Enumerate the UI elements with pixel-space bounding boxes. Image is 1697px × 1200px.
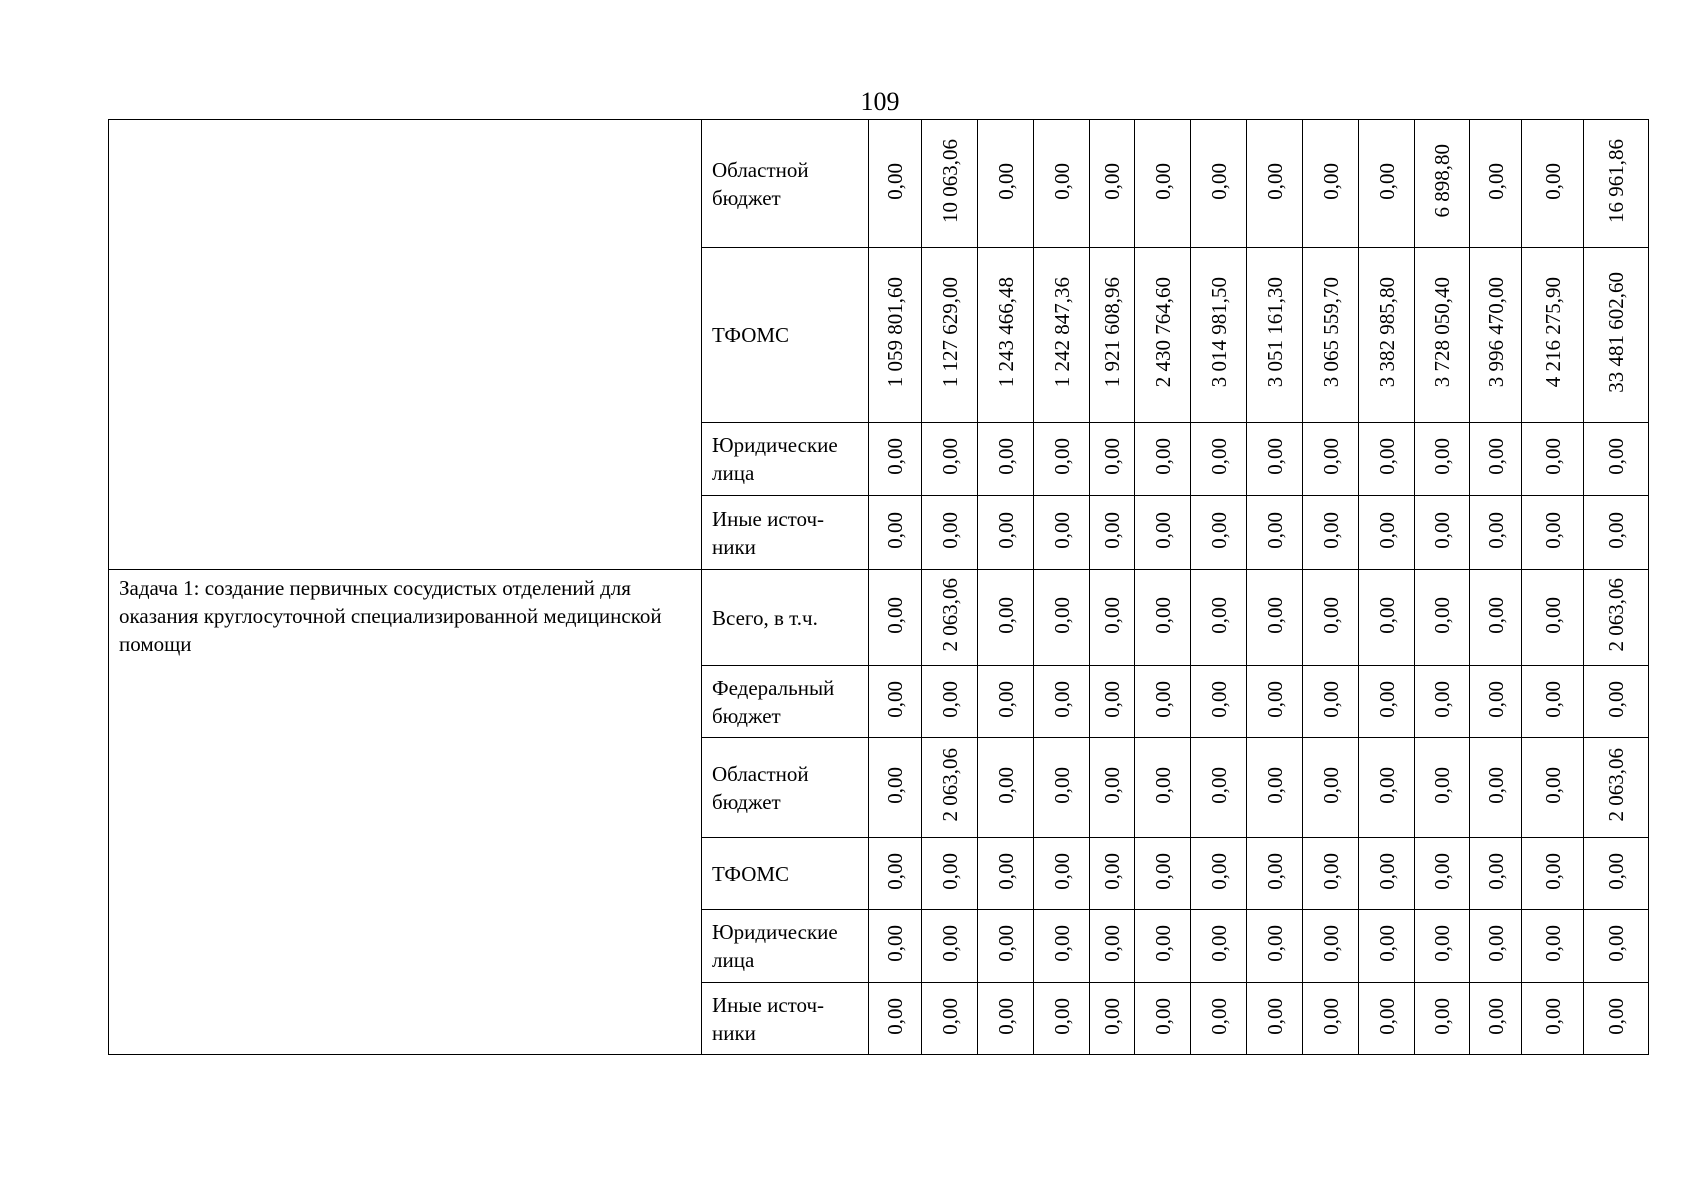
value-text: 0,00 bbox=[1318, 511, 1343, 549]
value-cell bbox=[1415, 666, 1470, 738]
value-text: 0,00 bbox=[1049, 438, 1074, 475]
value-text: 0,00 bbox=[937, 438, 962, 475]
value-cell bbox=[1415, 910, 1470, 983]
value-cell bbox=[1359, 738, 1415, 838]
value-text: 0,00 bbox=[993, 766, 1018, 804]
value-cell bbox=[1247, 496, 1303, 570]
funding-source-cell: Иные источ-ники bbox=[702, 496, 869, 570]
value-text: 2 063,06 bbox=[937, 578, 962, 652]
value-cell bbox=[1584, 423, 1649, 496]
value-cell bbox=[1034, 738, 1090, 838]
value-text: 0,00 bbox=[883, 997, 907, 1035]
value-cell bbox=[1522, 120, 1584, 248]
value-cell bbox=[1247, 738, 1303, 838]
value-text: 0,00 bbox=[1262, 680, 1287, 718]
value-cell bbox=[1303, 983, 1359, 1055]
value-text: 1 242 847,36 bbox=[1049, 277, 1074, 388]
value-cell bbox=[1135, 120, 1191, 248]
page-number: 109 bbox=[860, 87, 900, 116]
value-cell bbox=[1191, 120, 1247, 248]
value-cell bbox=[1090, 838, 1135, 910]
value-cell bbox=[1090, 120, 1135, 248]
value-cell bbox=[869, 838, 922, 910]
value-cell bbox=[1470, 910, 1522, 983]
value-text: 0,00 bbox=[1262, 162, 1287, 200]
value-text: 0,00 bbox=[1100, 438, 1124, 475]
value-text: 0,00 bbox=[1262, 438, 1287, 475]
value-cell bbox=[978, 983, 1034, 1055]
value-cell bbox=[978, 120, 1034, 248]
value-text: 0,00 bbox=[883, 511, 907, 549]
value-cell bbox=[922, 666, 978, 738]
value-cell bbox=[1247, 666, 1303, 738]
value-text: 0,00 bbox=[1262, 511, 1287, 549]
value-text: 0,00 bbox=[1318, 997, 1343, 1035]
value-cell bbox=[978, 423, 1034, 496]
value-cell bbox=[1584, 666, 1649, 738]
value-cell bbox=[922, 423, 978, 496]
value-cell bbox=[1470, 496, 1522, 570]
value-cell bbox=[1247, 423, 1303, 496]
value-cell bbox=[1359, 570, 1415, 666]
funding-source-cell: Областной бюджет bbox=[702, 738, 869, 838]
value-cell bbox=[1034, 666, 1090, 738]
value-text: 0,00 bbox=[883, 766, 907, 804]
value-cell bbox=[1135, 738, 1191, 838]
value-text: 0,00 bbox=[1430, 925, 1454, 962]
value-cell bbox=[1135, 983, 1191, 1055]
value-cell bbox=[922, 738, 978, 838]
value-text: 0,00 bbox=[937, 925, 962, 962]
value-text: 0,00 bbox=[1100, 852, 1124, 890]
value-cell bbox=[869, 570, 922, 666]
value-text: 0,00 bbox=[1206, 852, 1231, 890]
value-text: 2 063,06 bbox=[1604, 578, 1628, 652]
value-text: 0,00 bbox=[1100, 162, 1124, 200]
value-text: 0,00 bbox=[1206, 162, 1231, 200]
value-text: 0,00 bbox=[937, 511, 962, 549]
value-text: 0,00 bbox=[1483, 852, 1508, 890]
value-text: 0,00 bbox=[1318, 680, 1343, 718]
value-cell bbox=[869, 983, 922, 1055]
value-text: 0,00 bbox=[1150, 162, 1175, 200]
value-text: 0,00 bbox=[1540, 852, 1565, 890]
value-text: 0,00 bbox=[1430, 680, 1454, 718]
value-cell bbox=[1090, 496, 1135, 570]
value-cell bbox=[1470, 738, 1522, 838]
value-text: 0,00 bbox=[1262, 925, 1287, 962]
value-text: 0,00 bbox=[1604, 997, 1628, 1035]
value-text: 0,00 bbox=[1604, 680, 1628, 718]
value-cell bbox=[1303, 248, 1359, 423]
value-text: 0,00 bbox=[1374, 511, 1399, 549]
value-cell bbox=[922, 570, 978, 666]
value-cell bbox=[1415, 570, 1470, 666]
value-text: 4 216 275,90 bbox=[1540, 277, 1565, 388]
value-cell bbox=[1470, 248, 1522, 423]
value-cell bbox=[922, 120, 978, 248]
value-cell bbox=[869, 248, 922, 423]
value-text: 2 430 764,60 bbox=[1150, 277, 1175, 388]
value-cell bbox=[978, 496, 1034, 570]
value-text: 0,00 bbox=[1100, 925, 1124, 962]
value-cell bbox=[1359, 983, 1415, 1055]
value-cell bbox=[1090, 666, 1135, 738]
value-text: 0,00 bbox=[1049, 925, 1074, 962]
value-text: 0,00 bbox=[993, 511, 1018, 549]
value-text: 0,00 bbox=[1262, 997, 1287, 1035]
value-text: 0,00 bbox=[993, 680, 1018, 718]
value-cell bbox=[1191, 838, 1247, 910]
value-cell bbox=[1415, 248, 1470, 423]
value-cell bbox=[978, 838, 1034, 910]
value-text: 0,00 bbox=[1150, 680, 1175, 718]
value-text: 0,00 bbox=[883, 680, 907, 718]
value-cell bbox=[922, 983, 978, 1055]
value-text: 0,00 bbox=[1430, 997, 1454, 1035]
value-cell bbox=[1584, 120, 1649, 248]
value-cell bbox=[978, 738, 1034, 838]
value-text: 0,00 bbox=[1540, 162, 1565, 200]
value-text: 0,00 bbox=[1430, 766, 1454, 804]
value-cell bbox=[1034, 496, 1090, 570]
value-text: 0,00 bbox=[993, 852, 1018, 890]
value-cell bbox=[1584, 738, 1649, 838]
value-text: 0,00 bbox=[1483, 596, 1508, 634]
value-cell bbox=[978, 910, 1034, 983]
value-cell bbox=[1090, 910, 1135, 983]
value-cell bbox=[922, 496, 978, 570]
value-cell bbox=[1359, 423, 1415, 496]
value-cell bbox=[1135, 570, 1191, 666]
value-text: 0,00 bbox=[1150, 596, 1175, 634]
value-cell bbox=[1090, 248, 1135, 423]
value-cell bbox=[1470, 570, 1522, 666]
value-cell bbox=[978, 570, 1034, 666]
value-cell bbox=[1034, 120, 1090, 248]
value-cell bbox=[1415, 120, 1470, 248]
value-text: 0,00 bbox=[1483, 511, 1508, 549]
funding-source-cell: ТФОМС bbox=[702, 248, 869, 423]
value-cell bbox=[1522, 983, 1584, 1055]
value-text: 0,00 bbox=[1374, 680, 1399, 718]
value-text: 0,00 bbox=[993, 925, 1018, 962]
value-text: 16 961,86 bbox=[1604, 139, 1628, 223]
value-cell bbox=[1090, 983, 1135, 1055]
funding-source-cell: Иные источ-ники bbox=[702, 983, 869, 1055]
value-cell bbox=[978, 248, 1034, 423]
value-cell bbox=[1303, 910, 1359, 983]
value-text: 0,00 bbox=[993, 162, 1018, 200]
value-cell bbox=[869, 666, 922, 738]
value-text: 0,00 bbox=[1540, 680, 1565, 718]
value-cell bbox=[1034, 570, 1090, 666]
value-cell bbox=[869, 496, 922, 570]
value-cell bbox=[869, 423, 922, 496]
value-cell bbox=[1584, 248, 1649, 423]
value-text: 1 059 801,60 bbox=[883, 277, 907, 388]
value-text: 0,00 bbox=[1262, 596, 1287, 634]
value-text: 0,00 bbox=[1374, 997, 1399, 1035]
value-cell bbox=[1303, 496, 1359, 570]
value-cell bbox=[1090, 423, 1135, 496]
value-text: 0,00 bbox=[1483, 925, 1508, 962]
value-text: 0,00 bbox=[1374, 438, 1399, 475]
value-cell bbox=[1522, 666, 1584, 738]
value-text: 0,00 bbox=[1150, 511, 1175, 549]
value-cell bbox=[1470, 983, 1522, 1055]
value-cell bbox=[1247, 248, 1303, 423]
value-cell bbox=[1303, 666, 1359, 738]
value-cell bbox=[1522, 838, 1584, 910]
value-cell bbox=[1135, 496, 1191, 570]
value-cell bbox=[869, 120, 922, 248]
value-cell bbox=[1415, 983, 1470, 1055]
value-text: 0,00 bbox=[1262, 852, 1287, 890]
value-text: 0,00 bbox=[1430, 511, 1454, 549]
value-cell bbox=[1135, 423, 1191, 496]
value-text: 0,00 bbox=[1540, 511, 1565, 549]
value-cell bbox=[1584, 983, 1649, 1055]
value-text: 0,00 bbox=[1150, 997, 1175, 1035]
value-cell bbox=[1470, 838, 1522, 910]
value-cell bbox=[1247, 910, 1303, 983]
value-text: 0,00 bbox=[1206, 680, 1231, 718]
value-text: 0,00 bbox=[1049, 852, 1074, 890]
value-text: 0,00 bbox=[937, 997, 962, 1035]
value-text: 0,00 bbox=[1100, 680, 1124, 718]
value-text: 0,00 bbox=[1483, 997, 1508, 1035]
value-text: 0,00 bbox=[1318, 852, 1343, 890]
value-cell bbox=[1191, 983, 1247, 1055]
value-cell bbox=[1415, 496, 1470, 570]
value-cell bbox=[1247, 838, 1303, 910]
value-cell bbox=[1522, 910, 1584, 983]
value-cell bbox=[1303, 120, 1359, 248]
value-text: 0,00 bbox=[1540, 438, 1565, 475]
value-text: 6 898,80 bbox=[1430, 144, 1454, 218]
value-text: 0,00 bbox=[993, 596, 1018, 634]
value-text: 0,00 bbox=[993, 997, 1018, 1035]
value-text: 0,00 bbox=[1374, 925, 1399, 962]
table-row bbox=[109, 120, 1649, 248]
value-cell bbox=[1191, 496, 1247, 570]
value-cell bbox=[1584, 910, 1649, 983]
value-text: 0,00 bbox=[1206, 925, 1231, 962]
value-text: 0,00 bbox=[883, 925, 907, 962]
value-cell bbox=[1359, 666, 1415, 738]
value-text: 0,00 bbox=[1206, 511, 1231, 549]
value-cell bbox=[1247, 120, 1303, 248]
value-cell bbox=[1415, 738, 1470, 838]
value-text: 3 051 161,30 bbox=[1262, 277, 1287, 388]
task-cell bbox=[109, 120, 702, 570]
value-text: 0,00 bbox=[1483, 766, 1508, 804]
value-text: 0,00 bbox=[1318, 162, 1343, 200]
value-text: 0,00 bbox=[993, 438, 1018, 475]
value-text: 0,00 bbox=[1100, 596, 1124, 634]
value-text: 0,00 bbox=[1100, 511, 1124, 549]
value-cell bbox=[1191, 666, 1247, 738]
value-text: 0,00 bbox=[1100, 997, 1124, 1035]
value-text: 0,00 bbox=[1374, 596, 1399, 634]
value-text: 0,00 bbox=[1262, 766, 1287, 804]
value-text: 0,00 bbox=[1049, 596, 1074, 634]
value-text: 0,00 bbox=[937, 852, 962, 890]
value-cell bbox=[1522, 738, 1584, 838]
value-text: 0,00 bbox=[1540, 925, 1565, 962]
value-text: 0,00 bbox=[1604, 438, 1628, 475]
value-cell bbox=[1090, 570, 1135, 666]
value-text: 0,00 bbox=[1540, 766, 1565, 804]
value-text: 0,00 bbox=[1430, 596, 1454, 634]
funding-source-cell: Федеральный бюджет bbox=[702, 666, 869, 738]
value-text: 33 481 602,60 bbox=[1604, 272, 1628, 393]
value-cell bbox=[1470, 120, 1522, 248]
value-text: 0,00 bbox=[1540, 997, 1565, 1035]
value-cell bbox=[978, 666, 1034, 738]
value-cell bbox=[1415, 838, 1470, 910]
value-cell bbox=[869, 910, 922, 983]
value-cell bbox=[1303, 838, 1359, 910]
value-text: 0,00 bbox=[1150, 852, 1175, 890]
value-text: 0,00 bbox=[1540, 596, 1565, 634]
value-cell bbox=[1522, 423, 1584, 496]
value-cell bbox=[1584, 838, 1649, 910]
value-text: 0,00 bbox=[1483, 438, 1508, 475]
value-text: 1 127 629,00 bbox=[937, 277, 962, 388]
value-text: 0,00 bbox=[1430, 438, 1454, 475]
value-cell bbox=[1090, 738, 1135, 838]
task-cell: Задача 1: создание первичных сосудистых отделений для оказания круглосуточной специализированной медицинской помощи bbox=[109, 570, 702, 1055]
value-cell bbox=[1584, 570, 1649, 666]
value-text: 0,00 bbox=[1100, 766, 1124, 804]
value-cell bbox=[1191, 248, 1247, 423]
value-text: 0,00 bbox=[883, 162, 907, 200]
value-text: 0,00 bbox=[1049, 511, 1074, 549]
value-text: 0,00 bbox=[1318, 438, 1343, 475]
value-cell bbox=[1359, 120, 1415, 248]
value-text: 0,00 bbox=[1206, 596, 1231, 634]
value-text: 0,00 bbox=[1604, 925, 1628, 962]
value-text: 0,00 bbox=[1374, 852, 1399, 890]
value-text: 3 728 050,40 bbox=[1430, 277, 1454, 388]
value-text: 0,00 bbox=[883, 596, 907, 634]
value-cell bbox=[1034, 910, 1090, 983]
value-cell bbox=[1135, 910, 1191, 983]
value-text: 0,00 bbox=[1049, 680, 1074, 718]
value-cell bbox=[1359, 496, 1415, 570]
funding-source-cell: Всего, в т.ч. bbox=[702, 570, 869, 666]
value-cell bbox=[1359, 248, 1415, 423]
value-text: 0,00 bbox=[883, 852, 907, 890]
value-text: 0,00 bbox=[1206, 438, 1231, 475]
value-cell bbox=[1359, 910, 1415, 983]
value-text: 10 063,06 bbox=[937, 139, 962, 223]
value-cell bbox=[1303, 423, 1359, 496]
value-cell bbox=[922, 910, 978, 983]
value-text: 0,00 bbox=[1604, 511, 1628, 549]
value-text: 0,00 bbox=[1483, 680, 1508, 718]
value-cell bbox=[1303, 738, 1359, 838]
value-cell bbox=[1191, 570, 1247, 666]
value-text: 3 996 470,00 bbox=[1483, 277, 1508, 388]
value-text: 0,00 bbox=[1374, 766, 1399, 804]
value-text: 0,00 bbox=[1483, 162, 1508, 200]
value-cell bbox=[1522, 496, 1584, 570]
value-text: 0,00 bbox=[1049, 997, 1074, 1035]
value-cell bbox=[1359, 838, 1415, 910]
value-cell bbox=[1034, 983, 1090, 1055]
value-cell bbox=[1470, 423, 1522, 496]
funding-table bbox=[108, 119, 1649, 1055]
value-text: 2 063,06 bbox=[937, 748, 962, 822]
value-text: 0,00 bbox=[1049, 766, 1074, 804]
value-cell bbox=[1247, 983, 1303, 1055]
value-cell bbox=[1135, 666, 1191, 738]
value-cell bbox=[922, 838, 978, 910]
value-cell bbox=[1034, 423, 1090, 496]
value-text: 0,00 bbox=[1604, 852, 1628, 890]
funding-source-cell: ТФОМС bbox=[702, 838, 869, 910]
value-text: 2 063,06 bbox=[1604, 748, 1628, 822]
funding-source-cell: Областной бюджет bbox=[702, 120, 869, 248]
value-text: 0,00 bbox=[1150, 766, 1175, 804]
value-cell bbox=[1470, 666, 1522, 738]
value-cell bbox=[1191, 738, 1247, 838]
value-cell bbox=[922, 248, 978, 423]
value-text: 1 921 608,96 bbox=[1100, 277, 1124, 388]
value-cell bbox=[1247, 570, 1303, 666]
value-text: 0,00 bbox=[1318, 596, 1343, 634]
value-text: 0,00 bbox=[937, 680, 962, 718]
value-text: 0,00 bbox=[883, 438, 907, 475]
funding-source-cell: Юридические лица bbox=[702, 910, 869, 983]
value-text: 3 065 559,70 bbox=[1318, 277, 1343, 388]
value-text: 3 014 981,50 bbox=[1206, 277, 1231, 388]
value-text: 0,00 bbox=[1206, 997, 1231, 1035]
value-cell bbox=[1522, 248, 1584, 423]
funding-source-cell: Юридические лица bbox=[702, 423, 869, 496]
value-text: 0,00 bbox=[1374, 162, 1399, 200]
value-cell bbox=[1034, 838, 1090, 910]
value-cell bbox=[1303, 570, 1359, 666]
value-text: 0,00 bbox=[1049, 162, 1074, 200]
table-row bbox=[109, 570, 1649, 666]
value-cell bbox=[1415, 423, 1470, 496]
value-cell bbox=[1191, 910, 1247, 983]
value-cell bbox=[1034, 248, 1090, 423]
value-cell bbox=[1135, 838, 1191, 910]
value-text: 0,00 bbox=[1430, 852, 1454, 890]
value-text: 0,00 bbox=[1206, 766, 1231, 804]
value-text: 0,00 bbox=[1150, 925, 1175, 962]
value-cell bbox=[1584, 496, 1649, 570]
value-cell bbox=[1135, 248, 1191, 423]
value-text: 0,00 bbox=[1318, 925, 1343, 962]
value-cell bbox=[869, 738, 922, 838]
value-cell bbox=[1191, 423, 1247, 496]
value-text: 3 382 985,80 bbox=[1374, 277, 1399, 388]
value-text: 0,00 bbox=[1318, 766, 1343, 804]
value-text: 1 243 466,48 bbox=[993, 277, 1018, 388]
value-text: 0,00 bbox=[1150, 438, 1175, 475]
value-cell bbox=[1522, 570, 1584, 666]
